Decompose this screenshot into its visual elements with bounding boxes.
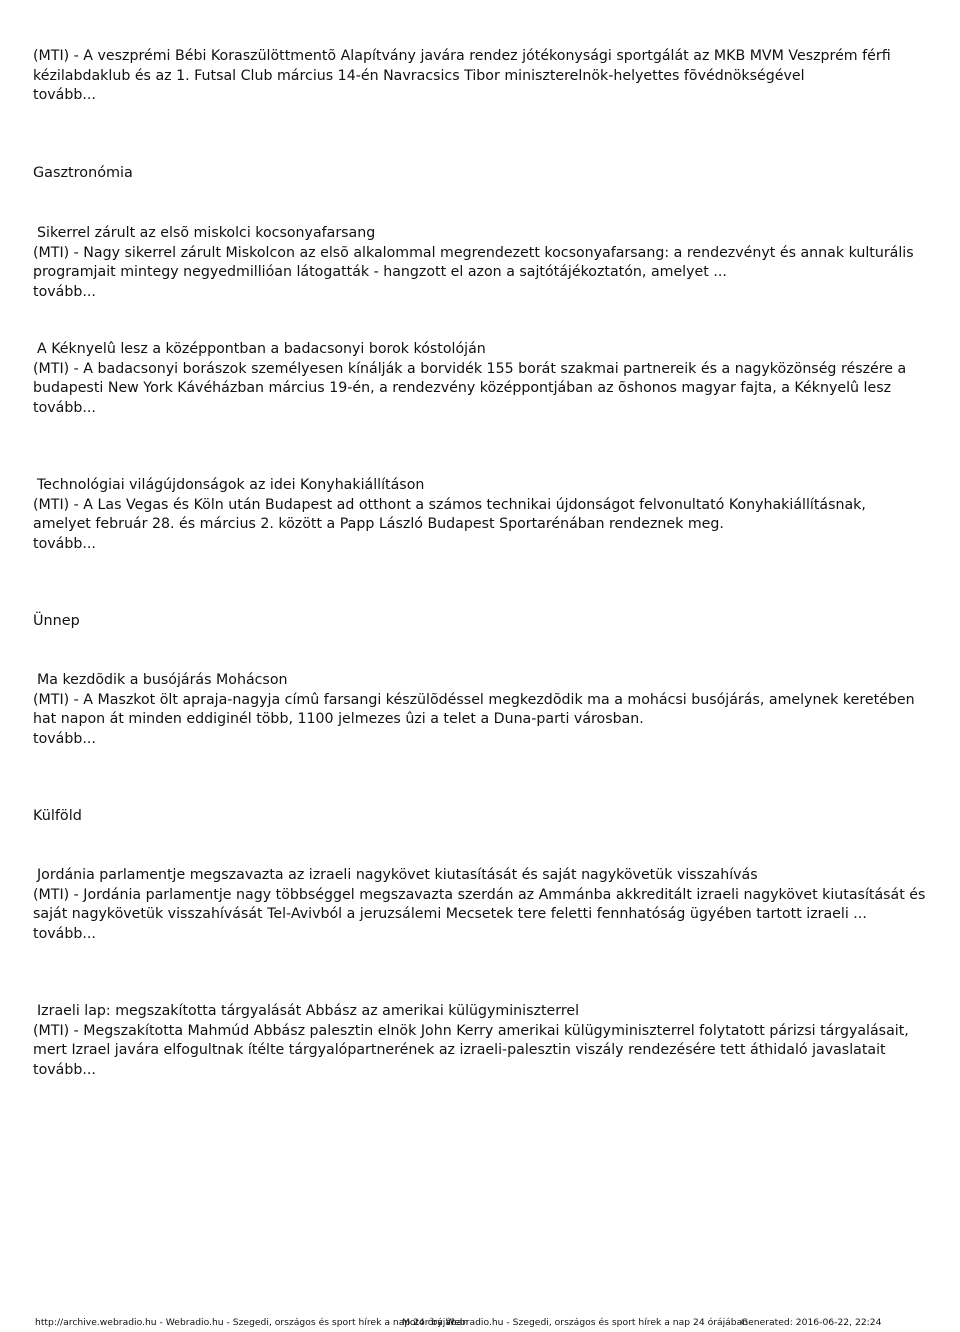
read-more-link[interactable]: tovább...	[33, 87, 96, 103]
section-heading-holiday: Ünnep	[33, 613, 80, 629]
read-more-link[interactable]: tovább...	[33, 1061, 96, 1078]
article-title[interactable]: Sikerrel zárult az elsõ miskolci kocsonyafarsang	[37, 225, 376, 241]
article-title[interactable]: Ma kezdõdik a busójárás Mohácson	[37, 672, 288, 688]
article-title[interactable]: A Kéknyelû lesz a középpontban a badacsonyi borok kóstolóján	[37, 341, 486, 357]
section-heading-gastronomy: Gasztronómia	[33, 165, 133, 181]
article-6	[33, 866, 928, 944]
article-body: (MTI) - Nagy sikerrel zárult Miskolcon az elsõ alkalommal megrendezett kocsonyafarsang: a rendezvényt és annak kulturális programjait mintegy negyedmillióan látogatták - hangzott el azon a sajtótájékoztatón, amelyet ...	[33, 244, 914, 280]
section-heading-foreign: Külföld	[33, 808, 82, 824]
article-1	[33, 47, 928, 106]
article-7	[33, 1002, 928, 1080]
footer-generated: Generated: 2016-06-22, 22:24	[741, 1317, 882, 1328]
article-title[interactable]: Izraeli lap: megszakította tárgyalását Abbász az amerikai külügyminiszterrel	[37, 1003, 580, 1019]
read-more-link[interactable]: tovább...	[33, 535, 96, 552]
footer-source: http://archive.webradio.hu - Webradio.hu - Szegedi, országos és sport hírek a nap 24 órájában	[35, 1317, 469, 1328]
article-body: (MTI) - A Maszkot ölt apraja-nagyja címû farsangi készülõdéssel megkezdõdik ma a mohácsi busójárás, amelynek keretében hat napon át minden eddiginél több, 1100 jelmezes ûzi a telet a Duna-parti városban.	[33, 691, 915, 727]
article-body: (MTI) - A badacsonyi borászok személyesen kínálják a borvidék 155 borát szakmai partnereik és a nagyközönség részére a budapesti New York Kávéházban március 19-én, a rendezvény középpontjában az õshonos magyar fajta, a Kéknyelû lesz	[33, 360, 907, 396]
footer-engine: Motor by Webradio.hu - Szegedi, országos és sport hírek a nap 24 órájában	[402, 1317, 749, 1328]
article-2	[33, 224, 928, 302]
article-body: (MTI) - A Las Vegas és Köln után Budapest ad otthont a számos technikai újdonságot felvonultató Konyhakiállításnak, amelyet február 28. és március 2. között a Papp László Budapest Sportarénában rendeznek meg.	[33, 496, 866, 532]
read-more-link[interactable]: tovább...	[33, 925, 96, 942]
article-3	[33, 340, 928, 418]
read-more-link[interactable]: tovább...	[33, 399, 96, 416]
article-body: (MTI) - A veszprémi Bébi Koraszülöttmentõ Alapítvány javára rendez jótékonysági sportgálát az MKB MVM Veszprém férfi kézilabdaklub és az 1. Futsal Club március 14-én Navracsics Tibor miniszterelnök-helyettes fõvédnökségével	[33, 48, 891, 84]
article-4	[33, 476, 928, 554]
article-body: (MTI) - Jordánia parlamentje nagy többséggel megszavazta szerdán az Ammánba akkreditált izraeli nagykövet kiutasítását és saját nagykövetük visszahívását Tel-Avivból a jeruzsálemi Mecsetek tere feletti fennhatóság ügyében tartott izraeli ...	[33, 886, 926, 922]
article-body: (MTI) - Megszakította Mahmúd Abbász palesztin elnök John Kerry amerikai külügyminiszterrel folytatott párizsi tárgyalásait, mert Izrael javára elfogultnak ítélte tárgyalópartnerének az izraeli-palesztin viszály rendezésére tett áthidaló javaslatait	[33, 1022, 909, 1058]
article-5	[33, 671, 928, 749]
article-title[interactable]: Jordánia parlamentje megszavazta az izraeli nagykövet kiutasítását és saját nagykövetük visszahívás	[37, 867, 758, 883]
article-title[interactable]: Technológiai világújdonságok az idei Konyhakiállításon	[37, 477, 425, 493]
read-more-link[interactable]: tovább...	[33, 283, 96, 300]
read-more-link[interactable]: tovább...	[33, 730, 96, 747]
